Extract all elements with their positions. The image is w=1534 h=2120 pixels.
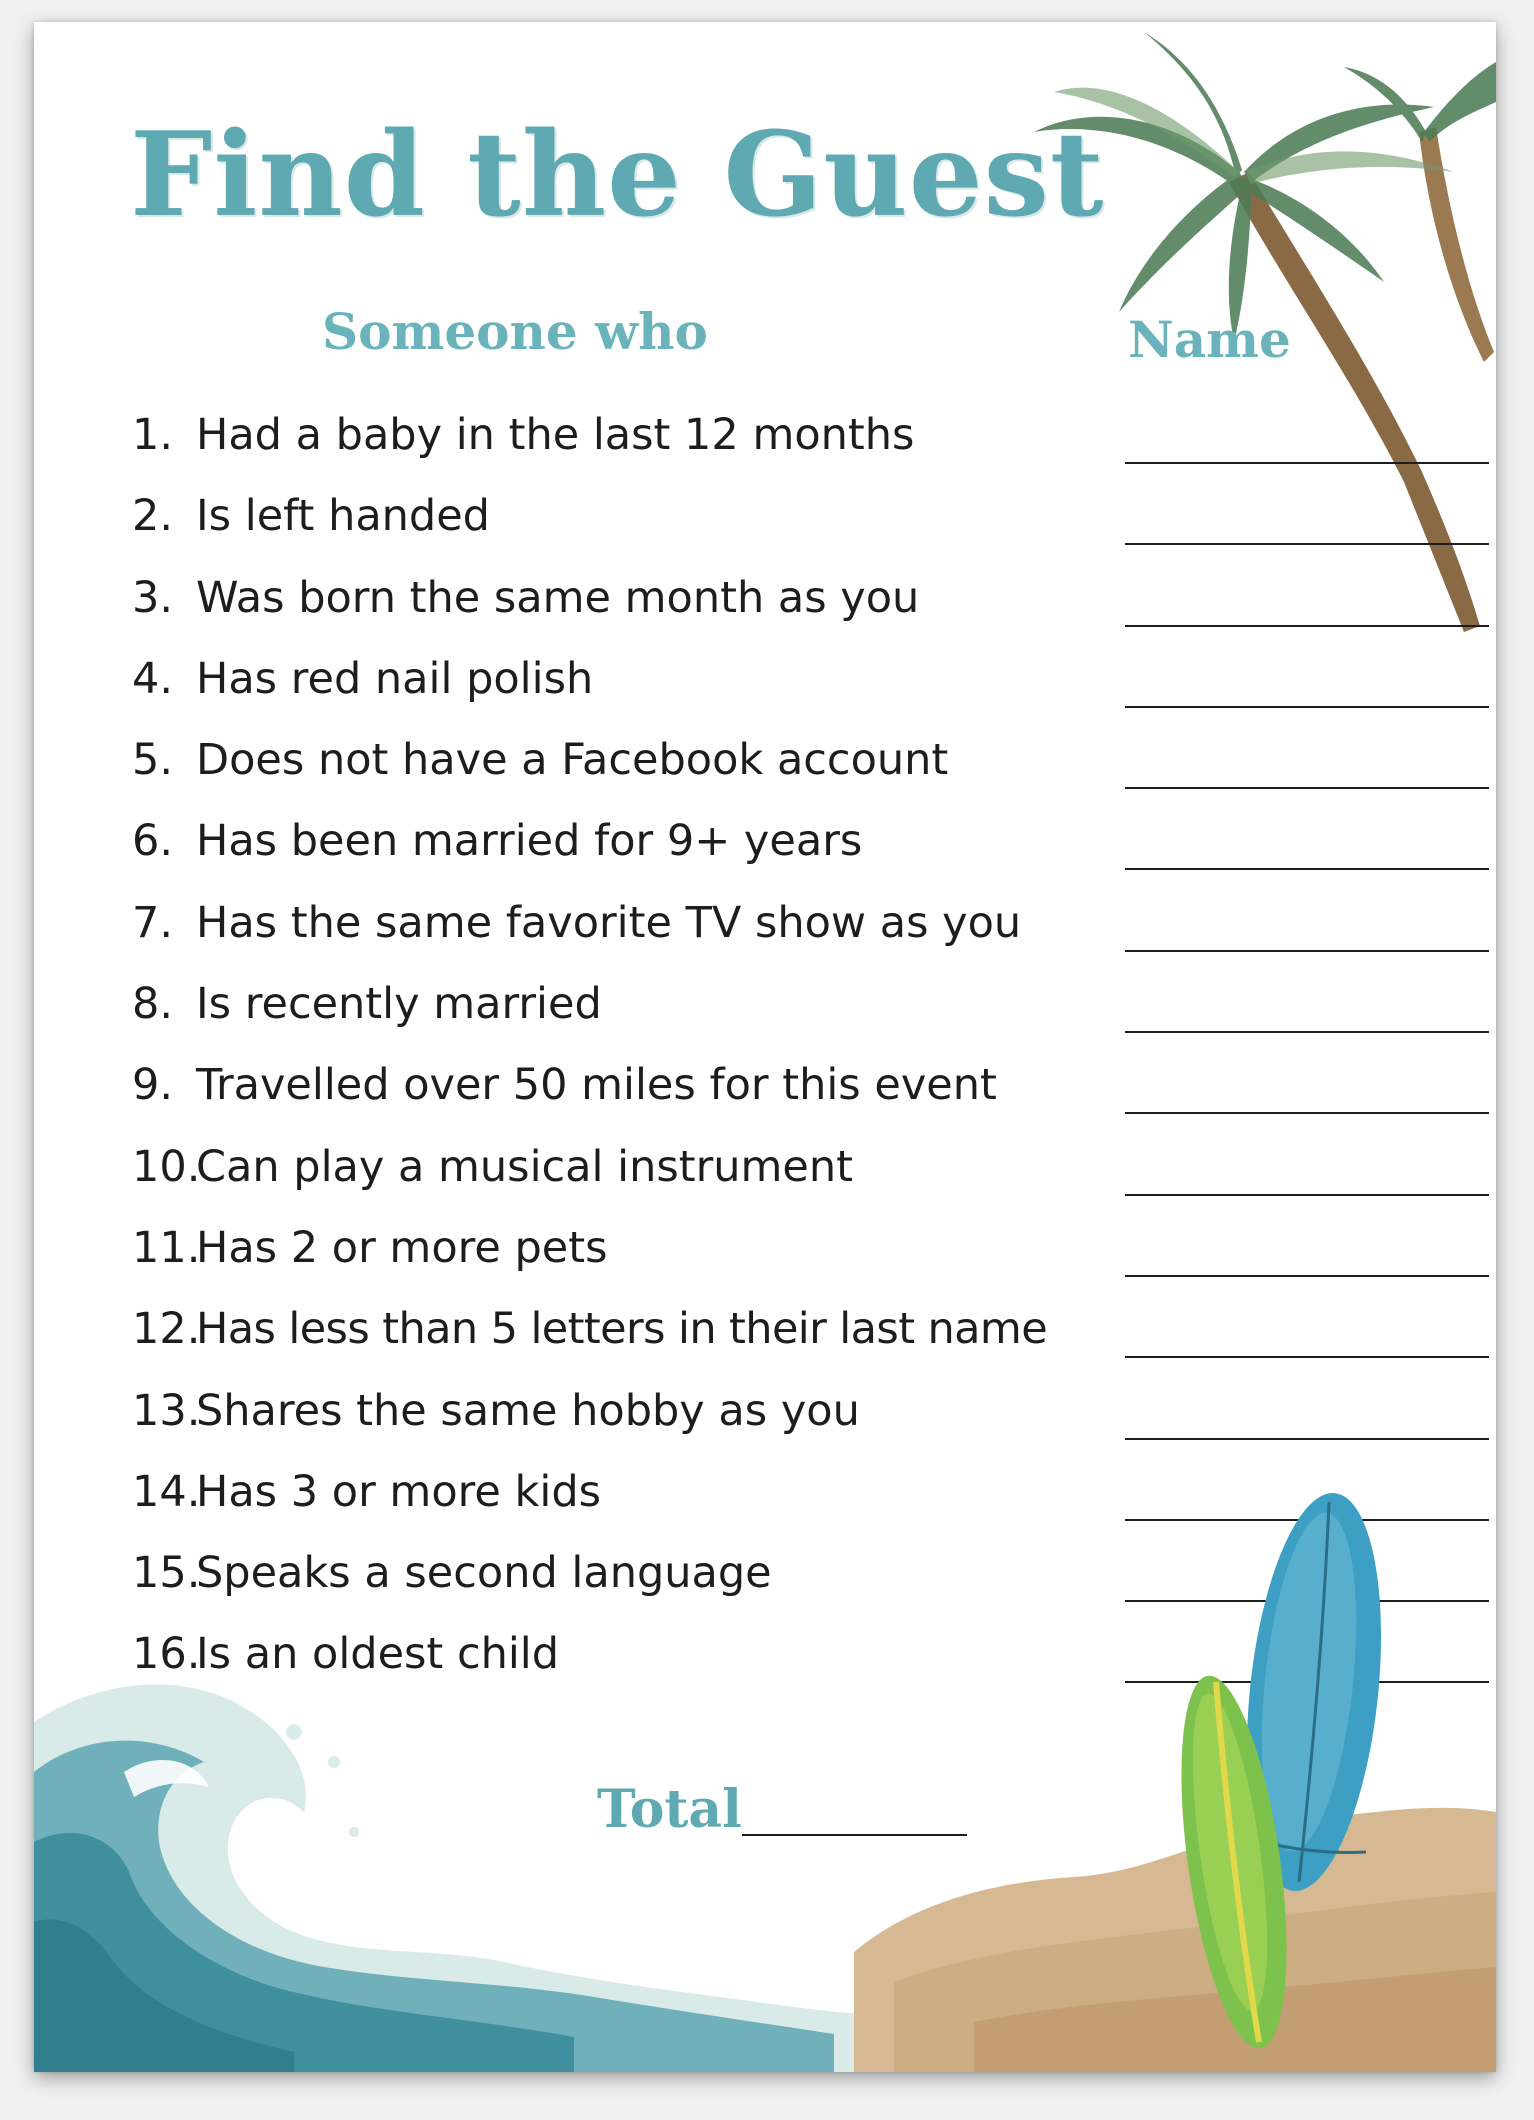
item-number: 16. <box>132 1629 201 1680</box>
item-text: Has the same favorite TV show as you <box>196 897 1022 948</box>
name-blank[interactable] <box>1125 1438 1489 1440</box>
item-text: Had a baby in the last 12 months <box>196 410 915 460</box>
item-number: 15. <box>132 1548 201 1599</box>
item-number: 14. <box>132 1466 201 1517</box>
name-header: Name <box>1128 310 1291 369</box>
item-number: 12. <box>132 1304 201 1355</box>
item-number: 6. <box>132 816 174 867</box>
item-text: Has 3 or more kids <box>196 1466 602 1517</box>
list-item <box>132 1142 1432 1223</box>
item-number: 10. <box>132 1141 201 1192</box>
item-text: Was born the same month as you <box>196 572 920 623</box>
list-item <box>132 1304 1432 1385</box>
item-text: Has been married for 9+ years <box>196 816 863 867</box>
item-text: Has less than 5 letters in their last name <box>196 1304 1048 1355</box>
name-blank[interactable] <box>1125 868 1489 870</box>
item-text: Is recently married <box>196 979 602 1030</box>
total-label: Total <box>597 1779 742 1840</box>
item-number: 7. <box>132 897 174 948</box>
name-blank[interactable] <box>1125 1356 1489 1358</box>
item-text: Speaks a second language <box>196 1548 772 1599</box>
item-text: Can play a musical instrument <box>196 1141 853 1192</box>
list-item <box>132 573 1432 654</box>
list-item <box>132 979 1432 1060</box>
name-blank[interactable] <box>1125 1194 1489 1196</box>
name-blank[interactable] <box>1125 1275 1489 1277</box>
page-title: Find the Guest <box>130 107 1105 243</box>
name-blank[interactable] <box>1125 543 1489 545</box>
surfboard-illustration <box>1134 1482 1496 2072</box>
list-item <box>132 654 1432 735</box>
list-item <box>132 1223 1432 1304</box>
name-blank[interactable] <box>1125 706 1489 708</box>
list-item <box>132 1386 1432 1467</box>
item-text: Does not have a Facebook account <box>196 735 949 786</box>
list-item <box>132 410 1432 491</box>
name-blank[interactable] <box>1125 950 1489 952</box>
item-text: Is an oldest child <box>196 1629 560 1680</box>
item-number: 4. <box>132 653 174 704</box>
list-item <box>132 491 1432 572</box>
item-text: Has 2 or more pets <box>196 1222 608 1273</box>
game-card <box>34 22 1496 2072</box>
item-number: 11. <box>132 1222 201 1273</box>
item-number: 8. <box>132 979 174 1030</box>
someone-who-header: Someone who <box>322 302 708 361</box>
name-blank[interactable] <box>1125 1031 1489 1033</box>
item-number: 2. <box>132 491 174 542</box>
list-item <box>132 816 1432 897</box>
item-text: Travelled over 50 miles for this event <box>196 1060 997 1111</box>
item-text: Has red nail polish <box>196 653 594 704</box>
item-number: 5. <box>132 735 174 786</box>
name-blank[interactable] <box>1125 625 1489 627</box>
total-blank[interactable] <box>742 1834 967 1836</box>
item-number: 1. <box>132 410 174 460</box>
item-text: Shares the same hobby as you <box>196 1385 860 1436</box>
item-number: 3. <box>132 572 174 623</box>
item-text: Is left handed <box>196 491 490 542</box>
list-item <box>132 1060 1432 1141</box>
item-number: 9. <box>132 1060 174 1111</box>
item-number: 13. <box>132 1385 201 1436</box>
name-blank[interactable] <box>1125 462 1489 464</box>
list-item <box>132 735 1432 816</box>
name-blank[interactable] <box>1125 787 1489 789</box>
list-item <box>132 898 1432 979</box>
name-blank[interactable] <box>1125 1112 1489 1114</box>
